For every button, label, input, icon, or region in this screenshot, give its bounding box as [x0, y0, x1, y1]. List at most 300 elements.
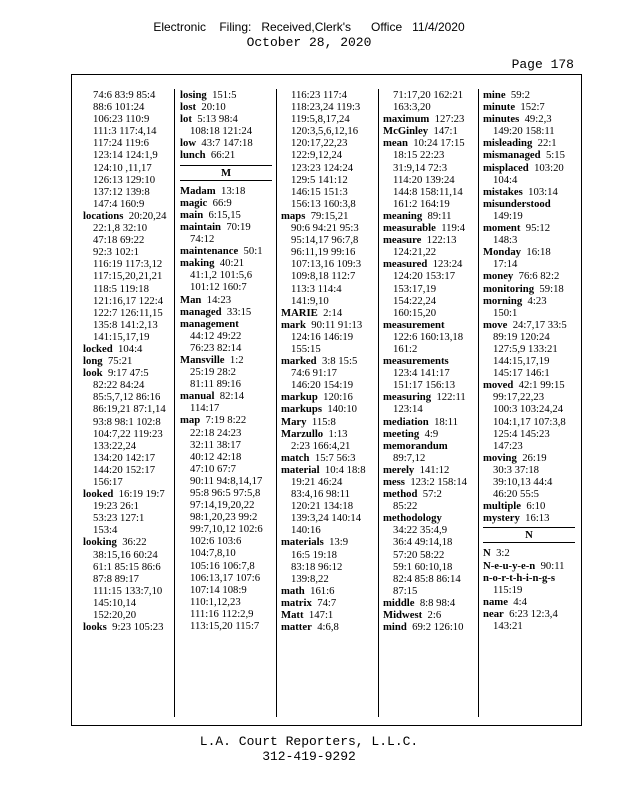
index-entry [483, 149, 575, 161]
index-entry [180, 306, 272, 318]
page-line-refs: 18:15 22:23 [393, 149, 445, 162]
page-line-refs: 93:8 98:1 102:8 [93, 415, 161, 428]
index-headword: moved [483, 379, 514, 392]
page-line-refs: 24:7,17 33:5 [507, 318, 567, 331]
index-headword: Matt [281, 609, 304, 622]
page-line-refs: 89:7,12 [393, 451, 426, 464]
page-line-refs: 50:1 [238, 245, 263, 258]
index-headword: markup [281, 391, 318, 404]
index-entry [383, 258, 475, 318]
index-entry [383, 210, 475, 222]
page-line-refs: 148:3 [493, 234, 518, 247]
page-line-refs: 69:2 126:10 [406, 621, 464, 634]
index-headword: minutes [483, 113, 520, 126]
page-line-refs: 156:13 160:3,8 [291, 197, 356, 210]
index-entry [383, 125, 475, 137]
page-line-refs: 144:20 152:17 [93, 463, 156, 476]
page-line-refs: 13:18 [215, 184, 246, 197]
page-line-refs: 117:24 119:6 [93, 137, 149, 150]
word-index-box [71, 74, 582, 726]
index-entry [83, 621, 175, 633]
page-line-refs: 79:15,21 [305, 209, 349, 222]
page-line-refs: 129:5 141:12 [291, 173, 348, 186]
page-line-refs: 118:23,24 119:3 [291, 101, 361, 114]
index-headword: measuring [383, 391, 432, 404]
page-line-refs: 141:9,10 [291, 294, 329, 307]
index-headword: name [483, 595, 508, 608]
page-line-refs: 149:19 [493, 209, 523, 222]
page-line-refs: 120:21 134:18 [291, 500, 354, 513]
index-entry [281, 585, 373, 597]
page-line-refs: 83:4,16 98:11 [291, 488, 350, 501]
page-line-refs: 31:9,14 72:3 [393, 161, 448, 174]
page-line-refs: 161:6 [304, 584, 335, 597]
index-entry [383, 464, 475, 476]
page-line-refs: 82:4 85:8 86:14 [393, 572, 461, 585]
index-headword: N-e-u-y-e-n [483, 559, 536, 572]
index-entry [483, 295, 575, 319]
page-line-refs: 20:10 [196, 101, 226, 114]
index-entry [180, 245, 272, 257]
index-entry [483, 113, 575, 137]
index-entry [281, 536, 373, 584]
page-line-refs: 120:16 [317, 391, 353, 404]
page-line-refs: 150:1 [493, 306, 518, 319]
page-line-refs: 122:13 [421, 234, 457, 247]
index-headword: measurement [383, 318, 445, 331]
page-line-refs: 2:6 [422, 609, 442, 622]
page-line-refs: 25:19 28:2 [190, 366, 237, 379]
column-divider [276, 89, 277, 717]
page-line-refs: 95:14,17 96:7,8 [291, 234, 359, 247]
page-line-refs: 36:22 [116, 536, 147, 549]
page-line-refs: 82:22 84:24 [93, 379, 145, 392]
page-line-refs: 102:6 103:6 [190, 535, 242, 548]
index-entry [180, 137, 272, 149]
page-line-refs: 144:15,17,19 [493, 355, 550, 368]
index-headword: Man [180, 293, 202, 306]
index-entry [180, 257, 272, 293]
page-line-refs: 44:12 49:22 [190, 329, 242, 342]
index-headword: maximum [383, 113, 430, 126]
index-entry [383, 391, 475, 415]
page-line-refs: 59:18 [534, 282, 564, 295]
page-line-refs: 46:20 55:5 [493, 488, 540, 501]
page-line-refs: 19:23 26:1 [93, 500, 140, 513]
page-line-refs: 14:23 [201, 293, 232, 306]
page-line-refs: 111:15 133:7,10 [93, 584, 163, 597]
index-entry [383, 621, 475, 633]
index-entry [180, 101, 272, 113]
index-headword: look [83, 367, 103, 380]
page-line-refs: 115:8 [306, 415, 336, 428]
page-line-refs: 107:13,16 109:3 [291, 258, 362, 271]
index-headword: lunch [180, 149, 206, 162]
page-line-refs: 22:1,8 32:10 [93, 222, 148, 235]
index-entry [483, 162, 575, 186]
index-entry [383, 355, 475, 391]
page-line-refs: 47:18 69:22 [93, 234, 145, 247]
page-line-refs: 145:10,14 [93, 596, 137, 609]
page-line-refs: 10:4 18:8 [319, 463, 366, 476]
index-headword: multiple [483, 500, 522, 513]
index-entry [180, 221, 272, 245]
page-line-refs: 83:18 96:12 [291, 560, 343, 573]
index-headword: locked [83, 342, 113, 355]
page-line-refs: 122:9,12,24 [291, 149, 343, 162]
index-entry [180, 390, 272, 414]
page-line-refs: 4:23 [522, 294, 547, 307]
page-line-refs: 20:20,24 [123, 209, 167, 222]
index-headword: memorandum [383, 439, 448, 452]
index-entry [281, 621, 373, 633]
index-entry [483, 101, 575, 113]
page-line-refs: 39:10,13 44:4 [493, 476, 553, 488]
page-line-refs: 119:5,8,17,24 [291, 113, 350, 126]
page-line-refs: 61:1 85:15 86:6 [93, 560, 161, 573]
index-headword: mistakes [483, 185, 523, 198]
page-line-refs: 1:13 [323, 427, 348, 440]
index-entry [483, 283, 575, 295]
page-line-refs: 139:8,22 [291, 572, 329, 585]
index-headword: measurements [383, 355, 449, 368]
index-headword: match [281, 451, 310, 464]
index-headword: methodology [383, 512, 442, 525]
page-line-refs: 4:4 [507, 595, 527, 608]
page-line-refs: 152:20,20 [93, 609, 137, 622]
page-line-refs: 109:8,18 112:7 [291, 270, 356, 283]
page-line-refs: 76:6 82:2 [513, 270, 560, 283]
index-headword: meaning [383, 209, 423, 222]
page-line-refs: 124:10 ,11,17 [93, 161, 152, 174]
page-line-refs: 113:3 114:4 [291, 282, 342, 295]
page-line-refs: 151:5 [206, 89, 237, 101]
page-line-refs: 161:2 164:19 [393, 197, 450, 210]
page-line-refs: 114:17 [190, 402, 220, 415]
index-headword: Mary [281, 415, 307, 428]
index-headword: Monday [483, 246, 522, 259]
page-line-refs: 85:22 [393, 500, 418, 513]
page-number: Page 178 [511, 57, 574, 72]
index-entry [180, 185, 272, 197]
index-headword: mark [281, 318, 306, 331]
index-entry [83, 355, 175, 367]
index-entry [483, 547, 575, 559]
index-headword: magic [180, 196, 208, 209]
index-headword: merely [383, 463, 415, 476]
page-line-refs: 99:7,10,12 102:6 [190, 523, 263, 536]
page-line-refs: 104:4 [493, 173, 518, 186]
index-entry [483, 186, 575, 198]
index-column-5 [483, 89, 575, 632]
index-entry [383, 488, 475, 512]
page-line-refs: 16:18 [521, 246, 551, 259]
index-headword: matrix [281, 596, 312, 609]
page-line-refs: 145:17 146:1 [493, 367, 550, 380]
index-headword: management [180, 317, 239, 330]
page-line-refs: 153:17,19 [393, 282, 437, 295]
index-entry [180, 294, 272, 306]
index-entry [281, 416, 373, 428]
page-line-refs: 41:1,2 101:5,6 [190, 269, 253, 282]
index-entry [281, 210, 373, 307]
page-line-refs: 90:11 94:8,14,17 [190, 474, 263, 487]
page-line-refs: 13:9 [323, 536, 349, 549]
index-headword: low [180, 137, 197, 150]
page-line-refs: 124:20 153:17 [393, 270, 456, 283]
page-line-refs: 135:8 141:2,13 [93, 318, 158, 331]
index-headword: mediation [383, 415, 429, 428]
page-line-refs: 124:21,22 [393, 246, 437, 259]
page-line-refs: 147:4 160:9 [93, 197, 145, 210]
page-line-refs: 57:2 [417, 488, 442, 501]
index-headword: locations [83, 209, 124, 222]
page-line-refs: 117:15,20,21,21 [93, 270, 163, 283]
page-line-refs: 108:18 121:24 [190, 125, 253, 138]
index-headword: mystery [483, 512, 520, 525]
index-headword: McGinley [383, 125, 429, 138]
page-line-refs: 3:2 [490, 547, 510, 560]
index-entry [180, 113, 272, 137]
index-entry [383, 428, 475, 440]
index-headword: middle [383, 596, 415, 609]
index-entry-continued [281, 89, 373, 210]
page-line-refs: 104:7,8,10 [190, 547, 236, 560]
index-entry [483, 572, 575, 596]
index-headword: MARIE [281, 306, 318, 319]
page-line-refs: 5:15 [540, 149, 565, 162]
index-entry [483, 512, 575, 524]
page-line-refs: 155:15 [291, 342, 321, 355]
page-line-refs: 111:3 117:4,14 [93, 125, 157, 138]
index-entry [483, 379, 575, 452]
page-line-refs: 126:13 129:10 [93, 173, 156, 186]
page-line-refs: 75:21 [102, 355, 133, 368]
page-line-refs: 115:19 [493, 583, 523, 596]
column-divider [378, 89, 379, 717]
index-headword: lot [180, 113, 192, 126]
page-line-refs: 140:16 [291, 524, 321, 537]
page-line-refs: 15:7 56:3 [309, 451, 356, 464]
page-line-refs: 106:23 110:9 [93, 113, 150, 126]
index-entry [383, 222, 475, 234]
index-entry [483, 608, 575, 632]
page-line-refs: 100:3 103:24,24 [493, 403, 564, 416]
page-line-refs: 16:5 19:18 [291, 548, 338, 561]
page-line-refs: 123:14 [393, 403, 423, 416]
page-line-refs: 66:21 [205, 149, 236, 162]
page-line-refs: 160:15,20 [393, 306, 437, 319]
page-line-refs: 82:14 [214, 390, 245, 403]
page-line-refs: 86:19,21 87:1,14 [93, 403, 166, 416]
page-line-refs: 140:10 [321, 403, 358, 416]
column-divider [174, 89, 175, 717]
index-headword: near [483, 607, 504, 620]
index-entry [281, 428, 373, 452]
index-headword: moment [483, 222, 521, 235]
page-line-refs: 143:21 [493, 620, 523, 633]
index-entry [383, 609, 475, 621]
page-line-refs: 103:14 [522, 185, 558, 198]
index-headword: meeting [383, 427, 420, 440]
index-entry [483, 198, 575, 222]
page-line-refs: 127:23 [429, 113, 465, 126]
footer-company: L.A. Court Reporters, L.L.C. [199, 734, 419, 749]
page-line-refs: 114:20 139:24 [393, 173, 455, 186]
page-line-refs: 116:19 117:3,12 [93, 258, 163, 271]
index-headword: managed [180, 305, 222, 318]
index-entry [483, 452, 575, 500]
index-headword: mine [483, 89, 506, 101]
index-headword: misunderstood [483, 197, 551, 210]
index-headword: main [180, 208, 204, 221]
page-line-refs: 38:15,16 60:24 [93, 548, 158, 561]
page-line-refs: 110:1,12,23 [190, 595, 241, 608]
index-headword: n-o-r-t-h-i-n-g-s [483, 571, 556, 584]
page-line-refs: 85:5,7,12 86:16 [93, 391, 161, 404]
page-line-refs: 141:15,17,19 [93, 330, 150, 343]
page-line-refs: 71:17,20 162:21 [393, 89, 464, 101]
page-line-refs: 104:1,17 107:3,8 [493, 415, 566, 428]
index-entry [483, 560, 575, 572]
page-line-refs: 123:4 141:17 [393, 367, 450, 380]
page-line-refs: 1:2 [224, 353, 244, 366]
index-headword: maps [281, 209, 306, 222]
page-line-refs: 76:23 82:14 [190, 341, 242, 354]
page-line-refs: 144:8 158:11,14 [393, 185, 463, 198]
page-line-refs: 9:23 105:23 [106, 621, 164, 634]
index-headword: measured [383, 258, 428, 271]
page-line-refs: 6:23 12:3,4 [503, 607, 558, 620]
page-line-refs: 106:13,17 107:6 [190, 571, 261, 584]
page-line-refs: 147:1 [428, 125, 458, 138]
page-line-refs: 30:3 37:18 [493, 463, 540, 476]
page-line-refs: 121:16,17 122:4 [93, 294, 164, 307]
page-line-refs: 81:11 89:16 [190, 378, 241, 391]
index-entry [383, 113, 475, 125]
page-line-refs: 137:12 139:8 [93, 185, 150, 198]
index-entry [180, 89, 272, 101]
page-line-refs: 5:13 98:4 [191, 113, 238, 126]
page-line-refs: 59:1 60:10,18 [393, 560, 453, 573]
index-entry [180, 209, 272, 221]
index-entry [483, 319, 575, 379]
page-line-refs: 57:20 58:22 [393, 548, 445, 561]
page-line-refs: 2:14 [317, 306, 343, 319]
index-headword: move [483, 318, 508, 331]
index-entry [483, 500, 575, 512]
page-line-refs: 87:15 [393, 584, 418, 597]
page-line-refs: 156:17 [93, 476, 123, 488]
index-entry [483, 222, 575, 246]
page-line-refs: 9:17 47:5 [102, 367, 149, 380]
page-line-refs: 40:21 [214, 257, 245, 270]
page-line-refs: 16:13 [519, 512, 550, 525]
index-headword: measurable [383, 222, 436, 235]
page-line-refs: 53:23 127:1 [93, 512, 145, 525]
page-line-refs: 74:7 [311, 596, 337, 609]
index-entry [180, 197, 272, 209]
page-line-refs: 113:15,20 115:7 [190, 620, 260, 633]
index-headword: Midwest [383, 609, 423, 622]
page-line-refs: 104:7,22 119:23 [93, 427, 163, 440]
page-line-refs: 17:14 [493, 258, 518, 271]
index-entry [281, 403, 373, 415]
index-entry [281, 391, 373, 403]
page-line-refs: 95:8 96:5 97:5,8 [190, 487, 261, 499]
page-line-refs: 116:23 117:4 [291, 89, 347, 101]
index-entry [281, 307, 373, 319]
page-line-refs: 66:9 [207, 196, 232, 209]
page-line-refs: 33:15 [221, 305, 252, 318]
index-entry [281, 452, 373, 464]
page-line-refs: 161:2 [393, 342, 418, 355]
index-entry [383, 512, 475, 597]
index-column-2 [180, 89, 272, 632]
page-line-refs: 18:11 [428, 415, 459, 428]
index-entry [180, 354, 272, 390]
index-entry [83, 343, 175, 355]
page-line-refs: 96:11,19 99:16 [291, 246, 356, 259]
index-entry [483, 596, 575, 608]
page-line-refs: 4:6,8 [311, 621, 339, 634]
index-headword: lost [180, 101, 197, 114]
page-line-refs: 101:12 160:7 [190, 281, 247, 294]
index-headword: long [83, 355, 103, 368]
section-letter: N [483, 527, 575, 543]
page-line-refs: 123:2 158:14 [404, 476, 468, 488]
page-line-refs: 90:6 94:21 95:3 [291, 222, 359, 235]
page-line-refs: 74:6 83:9 85:4 [93, 89, 156, 101]
page-line-refs: 123:14 124:1,9 [93, 149, 158, 162]
page-line-refs: 153:4 [93, 524, 118, 537]
index-entry [83, 488, 175, 536]
index-headword: materials [281, 536, 324, 549]
index-entry [483, 246, 575, 270]
index-headword: manual [180, 390, 215, 403]
index-headword: minute [483, 101, 516, 114]
page-line-refs: 139:3,24 140:14 [291, 512, 362, 525]
index-entry [281, 355, 373, 391]
index-entry [383, 416, 475, 428]
index-headword: moving [483, 451, 517, 464]
index-headword: Marzullo [281, 427, 324, 440]
page-line-refs: 120:3,5,6,12,16 [291, 125, 359, 138]
index-entry [281, 464, 373, 537]
index-headword: math [281, 584, 305, 597]
index-column-1 [83, 89, 175, 633]
index-headword: looking [83, 536, 117, 549]
page-line-refs: 6:15,15 [203, 208, 241, 221]
index-headword: measure [383, 234, 422, 247]
page-line-refs: 32:11 38:17 [190, 438, 241, 451]
index-entry [383, 319, 475, 355]
page-line-refs: 107:14 108:9 [190, 583, 247, 596]
page-line-refs: 90:11 91:13 [305, 318, 363, 331]
index-headword: losing [180, 89, 207, 101]
page-line-refs: 123:24 [427, 258, 463, 271]
index-entry [180, 414, 272, 632]
page-line-refs: 105:16 106:7,8 [190, 559, 255, 572]
index-entry [180, 149, 272, 161]
index-column-3 [281, 89, 373, 633]
page-line-refs: 122:6 160:13,18 [393, 330, 464, 343]
page-line-refs: 97:14,19,20,22 [190, 499, 255, 512]
index-entry [383, 476, 475, 488]
page-line-refs: 95:12 [520, 222, 551, 235]
page-line-refs: 122:11 [431, 391, 466, 404]
page-line-refs: 36:4 49:14,18 [393, 536, 453, 549]
